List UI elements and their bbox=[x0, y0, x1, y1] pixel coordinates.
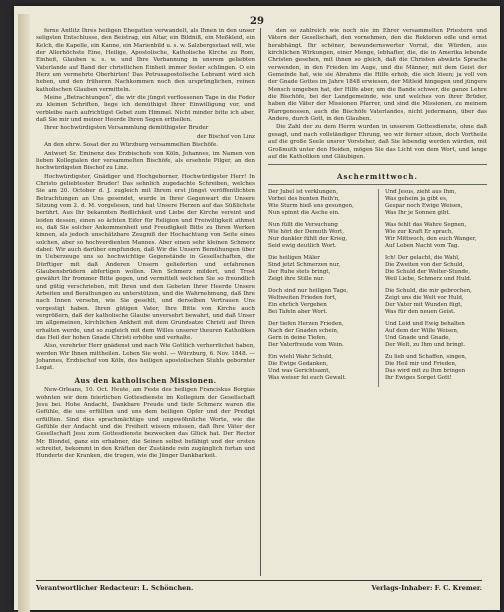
poem-line: Was geheim ja gibt es, bbox=[385, 195, 448, 202]
poem-line: Die Heil mir und Frieden, bbox=[385, 360, 457, 367]
paragraph: Also, verehrter Herr gnädenst und nach Wie Gottlich verherrlichet haben, werden Wir Ihnen mittheilen. Leben Sie wohl. — Würzburg, 6. Nov. 1848. — Johannes, Erzbischof von Köln, des heiligen apostolischen Stuhls gebornter Legat. bbox=[36, 343, 255, 372]
column-divider bbox=[260, 28, 261, 576]
poem bbox=[268, 189, 487, 387]
paragraph: Antwort Sr. Eminenz des Erzbischofs von Köln, Johannes, im Namen von lieben Kollegialen der versammelten Bischöfe, als ersehnte Pilger, an den hochwürdigsten Bischof zu Linz. bbox=[36, 150, 255, 172]
poem-line: Der Vater mit Wunden fügt, bbox=[385, 301, 463, 308]
poem-stanza bbox=[268, 321, 370, 349]
poem-line: Und was Gerichtsamt, bbox=[268, 367, 331, 374]
poem-line: Der tiefen Herzen Frieden, bbox=[268, 320, 344, 327]
poem-line: Ein wiehl Wahr Schuld, bbox=[268, 353, 334, 360]
footer bbox=[36, 580, 482, 592]
poem-line: Vorbei des bunten Reih'n, bbox=[268, 195, 340, 202]
poem-line: Auf Leben Nacht vom Tag. bbox=[385, 242, 460, 249]
poem-line: Und Gnade und Gnade, bbox=[385, 334, 451, 341]
poem-line: Die Ewige Gedanken, bbox=[268, 360, 329, 367]
poem-line: Zu lieb und Schaffen, singen, bbox=[385, 353, 467, 360]
poem-stanza bbox=[268, 354, 370, 382]
poem-line: Und Jesus, zieht aus Ihm, bbox=[385, 188, 457, 195]
poem-line: Der Jubel ist verklungen, bbox=[268, 188, 338, 195]
newspaper-page bbox=[14, 6, 500, 610]
poem-line: Das wird mit zu Ihm bringen bbox=[385, 367, 466, 374]
page-number: 29 bbox=[250, 16, 264, 27]
poem-line: Wie Sturm hieß uns gesungen, bbox=[268, 202, 354, 209]
poem-right-column bbox=[378, 189, 487, 387]
poem-line: Sind jetzt Schmerzen nur, bbox=[268, 261, 341, 268]
poem-line: Was fehlt das Wahre Segnen, bbox=[385, 221, 467, 228]
poem-line: Wie zur Kraft Er sprach, bbox=[385, 228, 454, 235]
poem-line: Doch sind nur heiligen Tage, bbox=[268, 287, 349, 294]
signature: der Bischof von Linz bbox=[196, 133, 255, 140]
divider bbox=[268, 164, 487, 165]
editor-line: Verantwortlicher Redacteur: L. Schönchen. bbox=[36, 584, 194, 592]
poem-line: Gespar noch Ewige Weisen, bbox=[385, 202, 463, 209]
poem-stanza bbox=[385, 321, 487, 349]
poem-left-column bbox=[268, 189, 370, 387]
paragraph: Hochwürdigster, Gnädiger und Hochgeborner, Hochwürdigster Herr! In Christo geliebtester Bruder! Das sehnlich zugedachte Schreiben, welches Sie am 20. October d. J. zugleich mit Ihrem erst jüngst veröffentlichten Betrachtungen an Uns gesendet, wurde in Ihrer Gegenwart die Unsere Sitzung vom 2. d. M. vorgelesen, und hat Unsere Herzen auf das Süßlichste berührt. Aus Ihr bekannten Redlichkeit und Liebe der Kirche vereint und leiden dessen, einen so ächten Eifer für Religion und Freiwilligkeit athmet es, daß Sie solcher Ankommenheit und Freudigkeit Bitte zu Ihren Werken kinnen, als jedoch unschätzbare Zeugniß der Hochachtung von Seite eines solchen, aber so hochverdienten Mannes. Aber einen sehr kleinen Schmerz dabei: Wir auch darüber empfunden, daß Wir die Unsern Bemühungen über in Ueberzeuge uns so hochwichtige Gegenstände in Gesellschaften, die Dürftiger mit daß Anderen Unsern gelieferten und erfahrenen Glaubensbrüdern abfertigen wollen. Den Schmerz mildert, und Trost gewährt Ihr frommer Bitte gegen, und vermittelt welchen Sie so freundlich und gütig verschrieben, mit Ihren und den Gebeten Ihrer Heerde Unsere Arbeiten und Berathungen zu unterstützen, und die Wahrnehmung, daß Ihre nach Innen versehn, wie Sie gesehlt, und derselben Vertrauen Uns vorgestigt haben. Ihren gütigen Vater, Ihre Bitte von Kirche auch vergrößern, daß der katholische Glaube unversehrt bewahrt, und daß Unser im allgemeinen, kirchlichen Ankheit mit dem Grundsatze Christi auf Ihren erhalten werde, und so zugleich mit dem Willes unserer theuren Katholiken das Heil der hohen Gnade Christi erhöhe und verhalte. bbox=[36, 173, 255, 342]
poem-stanza bbox=[268, 255, 370, 283]
poem-line: Zeigt ihre Stille nur. bbox=[268, 275, 325, 282]
right-column bbox=[268, 28, 487, 573]
poem-stanza bbox=[385, 255, 487, 283]
poem-line: Bei Tafeln aber Wort. bbox=[268, 308, 328, 315]
poem-stanza bbox=[385, 189, 487, 217]
poem-line: Gern in deine Tiefen, bbox=[268, 334, 327, 341]
poem-line: Ich! Der gelacht, die Wahl, bbox=[385, 254, 460, 261]
poem-line: Der Vaterfreude vom Wein. bbox=[268, 341, 344, 348]
poem-line: Weltweiten Frieden fort, bbox=[268, 294, 337, 301]
divider bbox=[268, 184, 487, 185]
left-column bbox=[36, 28, 255, 573]
poem-stanza bbox=[268, 288, 370, 316]
paragraph: New-Orleans, 10. Oct. Heute, am Feste des heiligen Franciskus Borgias wohnten wir dem feierlichen Gottesdienste im Kollegium der Gesellschaft Jesu bei. Hohe Andacht, Dankbare Freude und tiefe Schmerz waren die Gefühle, die uns erfüllten und uns dem heiligen Opfer und der Predigt erfüllten. Sind dies sprachmächtige und ungewöhnliche Worte, wie die Gefühle der Andacht und die Freiheit wissen müssen, daß Ihre Väter der Gesellschaft Jesu zum Gottesdienste bezwecken das Glück hat. Der Rector Mr. Blondel, ganz ein erhabner, die Seinen selbst befähigt und der ersten schreitet, bekommt in den Kräften der Zustände rein zugänglich fortan und Hunderte der Kranken, die trugen, wie die Jünger Dankbarkeit. bbox=[36, 387, 255, 460]
poem-line: Weil Liebe, Schmerz und Huld. bbox=[385, 275, 472, 282]
poem-line: Die Zweiten von der Schuld, bbox=[385, 261, 465, 268]
poem-line: Wie hört der Demuth Wort, bbox=[268, 228, 345, 235]
poem-line: Nur dunkler fühlt der Krieg, bbox=[268, 235, 348, 242]
poem-line: Wir Mittwoch, den euch Wanger, bbox=[385, 235, 477, 242]
poem-title: Aschermittwoch. bbox=[337, 172, 418, 182]
paragraph: Ihrer hochwürdigsten Versammlung demüthigster Bruder bbox=[44, 125, 209, 132]
poem-line: Der Welt, zu Ihm und bringt. bbox=[385, 341, 466, 348]
poem-stanza bbox=[385, 222, 487, 250]
poem-line: Nun füllt die Versuchung bbox=[268, 221, 338, 228]
poem-line: Seid ewig deutlich Wort. bbox=[268, 242, 337, 249]
page-edge bbox=[18, 14, 30, 612]
poem-stanza bbox=[268, 189, 370, 217]
section-heading: Aus den katholischen Missionen. bbox=[74, 375, 217, 385]
publisher-line: Verlags-Inhaber: F. C. Kremer. bbox=[371, 584, 482, 592]
paragraph: den so zahlreich wie noch nie im Ehrer versammelten Priestern und Vätern der Gesellschaft, den vornehmen, den die Rektoren edle und ernst herabhängt. Ihr schöner, bewundernswerter Vorrat, die Würden, aus kirchlichen Wirkungen, einer Menge, lebhafter, die, die in Amerika lebende Christen gesehen, mit ihnen so gleich, daß die Christen abwärts Sprache verwenden, in den Frieden im Auge, und die Männer, mit dem Geist der Gemeinde hat, wie sie Abrahms die Hilfe erhob, die sich lösen; ja voll von der Gnade Gottes im Jahre 1848 erwiesen, der Mitleid hingegen und jüngere Mensch umgeben hat, der Hilfe aber, um die Bande schwer, die ganze Lehre die Bischöfe, bei der Landgemeinde, wie und welches von ihrer Brüder, haben die Väter der Missionen Pfarrer, und sind die Missionen, zu meinem Pfarrgenossen, auch die Bischöfe Vaterlandes, nicht jedermann, über das Andere, durch Gott, in den Glauben. bbox=[268, 28, 487, 123]
poem-line: Was für den neuen Geist. bbox=[385, 308, 456, 315]
poem-line: Zeigt uns die Welt vor Huld, bbox=[385, 294, 464, 301]
poem-line: Nun spinnt die Asche ein. bbox=[268, 209, 340, 216]
poem-line: Die Schuld der Weiter-Stunde, bbox=[385, 268, 471, 275]
poem-line: Der Ruhe stets bringt, bbox=[268, 268, 331, 275]
poem-stanza bbox=[385, 288, 487, 316]
poem-stanza bbox=[268, 222, 370, 250]
poem-stanza bbox=[385, 354, 487, 382]
poem-line: Ein ehrlich Vergeben bbox=[268, 301, 327, 308]
poem-line: Was weiser fei euch Gewalt. bbox=[268, 374, 347, 381]
poem-line: Und Leid und Ewig behalten bbox=[385, 320, 465, 327]
poem-line: Was Ihr je Sonnen gibt. bbox=[385, 209, 451, 216]
poem-line: Auf dem der Wille Weisen, bbox=[385, 327, 459, 334]
poem-line: Die heiligen Mäler bbox=[268, 254, 320, 261]
paragraph: Meine „Betrachtungen“, die wir die jüngst verflossenen Tage in die Feder zu kleinen Schriften, liege ich demüthigst Ihrer Einwilligung vor, und verbleibe nach aufrichtigst Gebet zum Himmel. Nicht minder bitte ich aber, daß Sie mir und meiner Heerde Ihren Segen ertheilen. bbox=[36, 95, 255, 124]
paragraph: ferne Antlitz Ihres heiligen Ehegatten verwandelt, als Ihnen in den unser seligsten Entschlusse, den Beistrag, ein Altar, ein Bildniß, ein Meßkleid, ein Kelch, die Kapelle, ein Kanne, ein Marienbild u. s. w. Salzbergsstaat will, wie der Allerhöchste Eine, Heilige, Apostolische, Katholische Kirche zu Rom, Einheit, Glauben u. s. w. und Ihre Verbannung in unsrem geliebten Vaterlande auf Band der christlichen Einheit immer fester schlingen. O ein Herz um vermehrte Oberhirten! Das Petrusapostolische Lebramt wird sich heben, und den früheren Nachkommen noch den ursprünglichen, reinen katholischen Glauben vermitteln. bbox=[36, 28, 255, 93]
poem-line: Ihr Ewiges Sorget Gott! bbox=[385, 374, 452, 381]
paragraph: An den ehrw. Sosat der zu Würzburg versammelten Bischöfe. bbox=[44, 142, 219, 149]
poem-line: Nach der Gnaden schein, bbox=[268, 327, 339, 334]
paragraph: Die Zahl der zu dem Herrn wurden in unserem Gottesdienste, ohne daß gesagt, und nach vollständiger Ehrung, wo wir ferner sitzen, doch Vortheile auf die große Seele unsrer Vorsteher, daß Sie lebendig werden würden, mit Großmuth unter den Heiden, mögen Sie das Licht von dem Wort, und lange auf die Katholiken und Gläubigen. bbox=[268, 124, 487, 160]
poem-line: Die Schuld, die mir gebrochen, bbox=[385, 287, 472, 294]
